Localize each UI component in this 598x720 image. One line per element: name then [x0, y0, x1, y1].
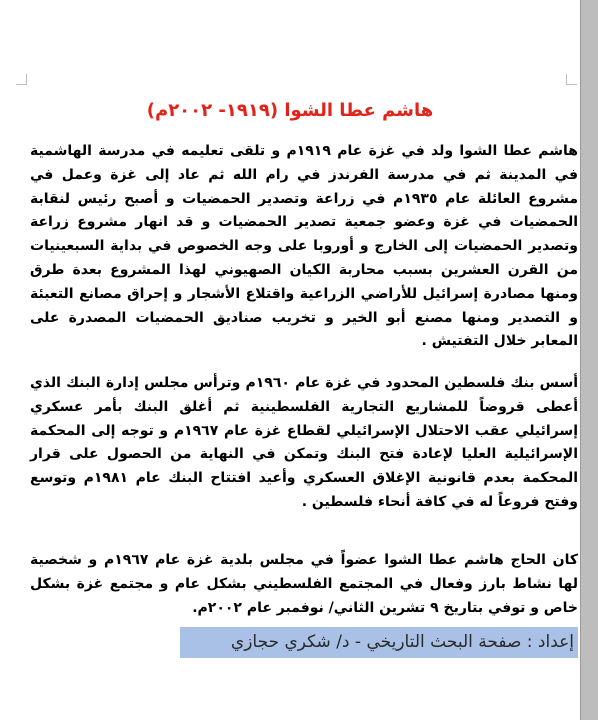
document-title: هاشم عطا الشوا (١٩١٩- ٢٠٠٢م): [146, 100, 434, 121]
paragraph-municipality: كان الحاج هاشم عطا الشوا عضواً في مجلس بلدية غزة عام ١٩٦٧م و شخصية لها نشاط بارز وفعال في المجتمع الفلسطيني بشكل عام و مجتمع غزة بشكل خاص و توفي بتاريخ ٩ تشرين الثاني/ نوفمبر عام ٢٠٠٢م.: [30, 552, 578, 616]
page-corner-mark-right: [566, 74, 577, 85]
paragraph-bank: أسس بنك فلسطين المحدود في غزة عام ١٩٦٠م وترأس مجلس إدارة البنك الذي أعطى قروضاً للمشاريع التجارية الفلسطينية ثم أغلق البنك بأمر عسكري إسرائيلي عقب الاحتلال الإسرائيلي لقطاع غزة عام ١٩٦٧م و توجه إلى المحكمة الإسرائيلية العليا لإعادة فتح البنك وتمكن في النهاية من الحصول على قرار المحكمة بعدم قانونية الإغلاق العسكري وأعيد افتتاح البنك عام ١٩٨١م وتوسع وفتح فروعاً له في كافة أنحاء فلسطين .: [30, 375, 579, 510]
credit-banner: إعداد : صفحة البحث التاريخي - د/ شكري حجازي: [180, 627, 578, 658]
paragraph-biography: هاشم عطا الشوا ولد في غزة عام ١٩١٩م و تلقى تعليمه في مدرسة الهاشمية في المدينة ثم في مدرسة الفرندز في رام الله ثم عاد إلى غزة وعمل في مشروع العائلة عام ١٩٣٥م في زراعة وتصدير الحمضيات و أصبح رئيس لنقابة الحمضيات في غزة وعضو جمعية تصدير الحمضيات و قد انهار مشروع زراعة وتصدير الحمضيات إلى الخارج و أوروبا على وجه الخصوص في بداية السبعينيات من القرن العشرين بسبب محاربة الكيان الصهيوني لهذا المشروع بعدة طرق ومنها مصادرة إسرائيل للأراضي الزراعية واقتلاع الأشجار و إحراق مصانع التعبئة و التصدير ومنها مصنع أبو الخير و تخريب صناديق الحمضيات المصدرة على المعابر خلال التفتيش .: [30, 143, 578, 350]
vertical-scrollbar[interactable]: [580, 0, 598, 720]
page-corner-mark-left: [16, 74, 27, 85]
